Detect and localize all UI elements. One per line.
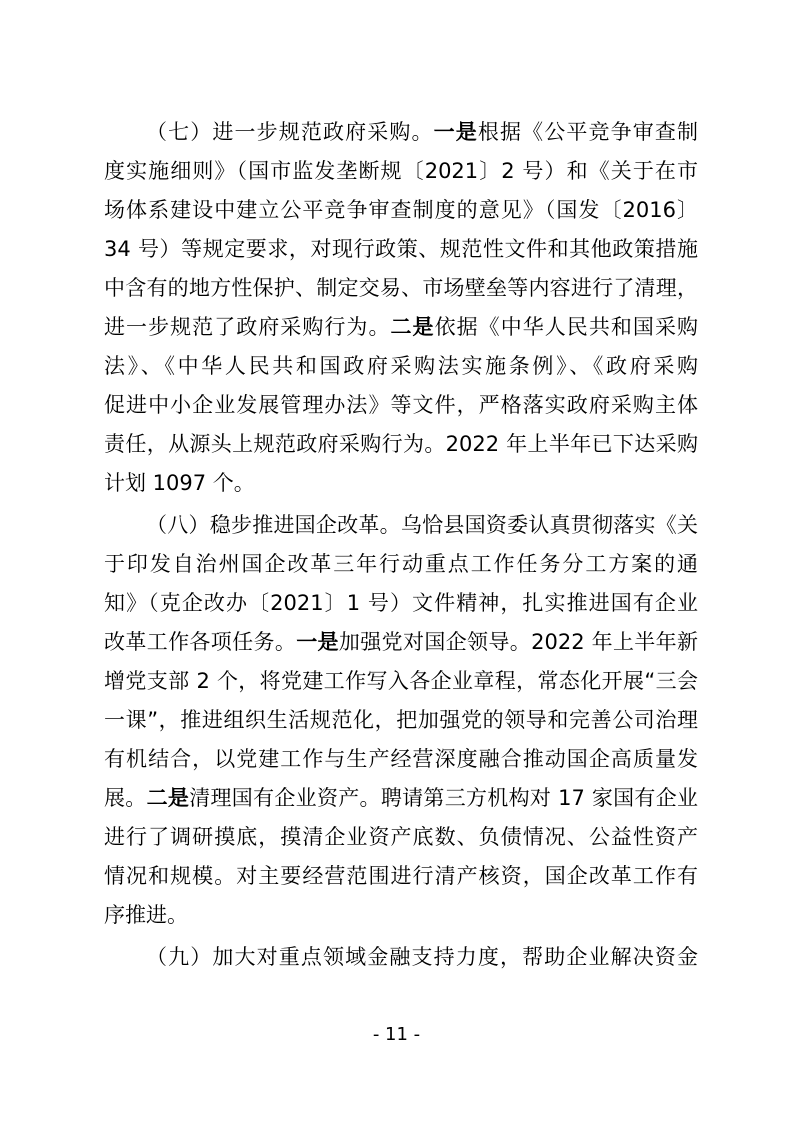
bold-lead-phrase: 一是 [433, 120, 478, 144]
text-line [146, 113, 698, 151]
text-line [146, 506, 698, 544]
text-run: 责任，从源头上规范政府采购行为。2022 年上半年已下达采购 [104, 432, 698, 456]
bold-lead-phrase: 一是 [296, 630, 339, 654]
text-line [104, 623, 698, 661]
bold-lead-phrase: 二是 [146, 786, 190, 810]
text-line [104, 779, 698, 817]
text-run: 增党支部 2 个，将党建工作写入各企业章程，常态化开展“三会 [104, 669, 698, 693]
text-line [104, 857, 698, 895]
text-line [104, 425, 698, 463]
text-run: 知》（克企改办〔2021〕1 号）文件精神，扎实推进国有企业 [104, 591, 698, 615]
text-line [104, 152, 698, 190]
text-run: （九）加大对重点领域金融支持力度，帮助企业解决资金 [146, 945, 698, 969]
text-run: 展。 [104, 786, 147, 810]
text-run: 中含有的地方性保护、制定交易、市场壁垒等内容进行了清理， [104, 276, 698, 300]
bold-lead-phrase: 二是 [390, 315, 435, 339]
text-run: 加强党对国企领导。2022 年上半年新 [338, 630, 699, 654]
text-run: 进一步规范了政府采购行为。 [104, 315, 391, 339]
text-run: 有机结合，以党建工作与生产经营深度融合推动国企高质量发 [104, 747, 698, 771]
text-run: 进行了调研摸底，摸清企业资产底数、负债情况、公益性资产 [104, 825, 698, 849]
text-run: 根据《公平竞争审查制 [477, 120, 698, 144]
text-run: （八）稳步推进国企改革。乌恰县国资委认真贯彻落实《关 [146, 513, 698, 537]
text-line [104, 701, 698, 739]
text-run: 场体系建设中建立公平竞争审查制度的意见》（国发〔2016〕 [104, 198, 698, 222]
text-run: 计划 1097 个。 [104, 471, 255, 495]
text-line [104, 308, 698, 346]
text-line [146, 938, 698, 976]
text-run: 于印发自治州国企改革三年行动重点工作任务分工方案的通 [104, 552, 698, 576]
text-line [104, 545, 698, 583]
text-run: 法》、《中华人民共和国政府采购法实施条例》、《政府采购 [104, 354, 698, 378]
text-line [104, 347, 698, 385]
text-run: 依据《中华人民共和国采购 [434, 315, 699, 339]
page-number: - 11 - [372, 1024, 421, 1045]
text-run: （七）进一步规范政府采购。 [146, 120, 434, 144]
text-run: 促进中小企业发展管理办法》等文件，严格落实政府采购主体 [104, 393, 698, 417]
text-run: 改革工作各项任务。 [104, 630, 297, 654]
text-line [104, 896, 698, 934]
text-line [104, 818, 698, 856]
text-run: 情况和规模。对主要经营范围进行清产核资，国企改革工作有 [104, 864, 698, 888]
text-run: 清理国有企业资产。聘请第三方机构对 17 家国有企业 [189, 786, 699, 810]
text-line [104, 386, 698, 424]
text-line [104, 584, 698, 622]
text-line [104, 662, 698, 700]
text-line [104, 269, 698, 307]
text-line [104, 230, 698, 268]
text-line [104, 191, 698, 229]
text-line [104, 740, 698, 778]
text-run: 序推进。 [104, 903, 188, 927]
text-run: 度实施细则》（国市监发垄断规〔2021〕2 号）和《关于在市 [104, 159, 698, 183]
text-run: 34 号）等规定要求，对现行政策、规范性文件和其他政策措施 [104, 237, 698, 261]
text-line [104, 464, 698, 502]
text-run: 一课”，推进组织生活规范化，把加强党的领导和完善公司治理 [104, 708, 698, 732]
